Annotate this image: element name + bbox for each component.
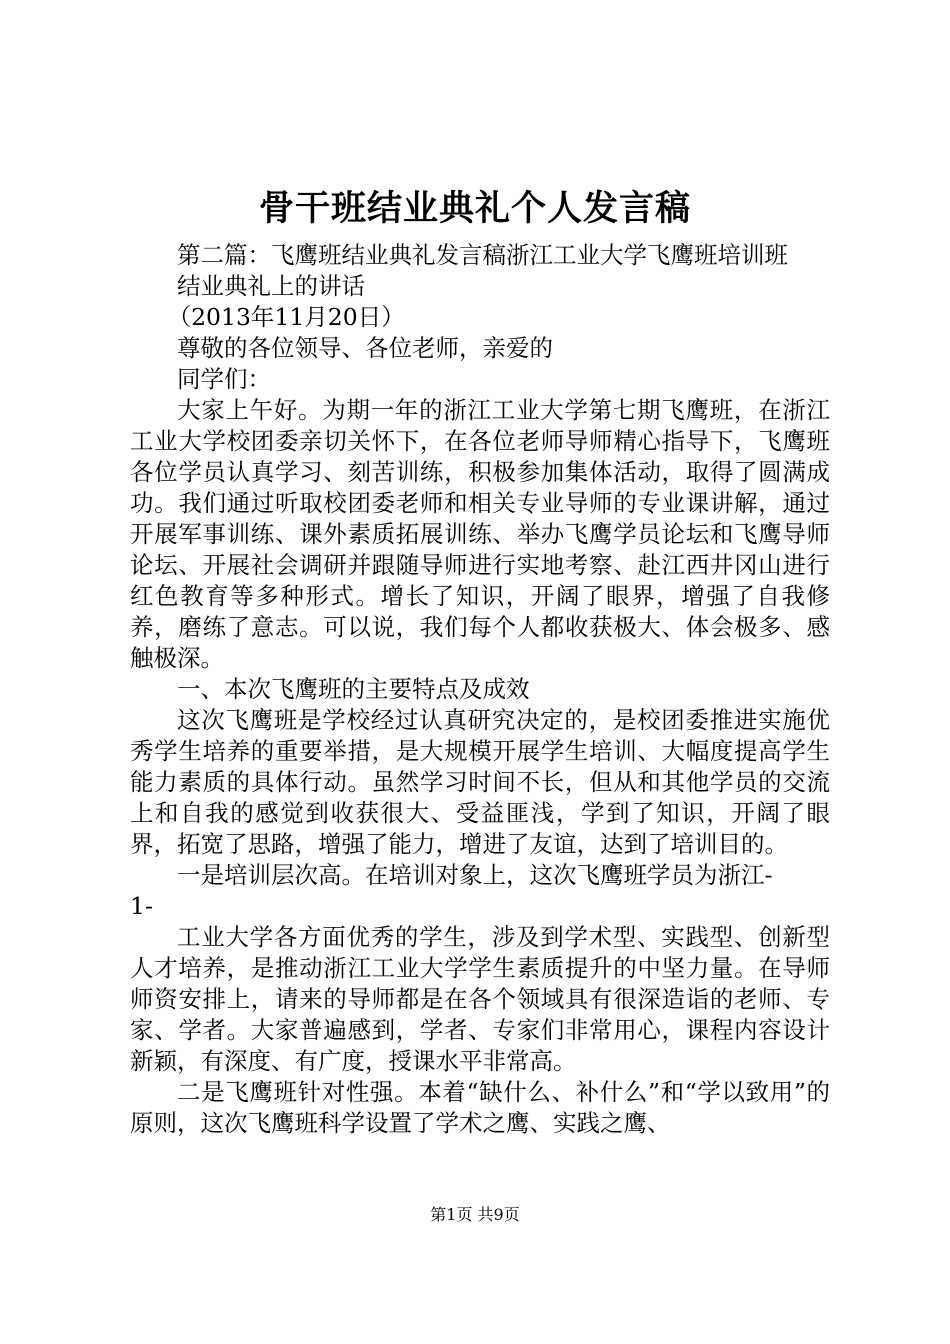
document-title: 骨干班结业典礼个人发言稿 bbox=[258, 188, 691, 229]
paragraph-salutation: 尊敬的各位领导、各位老师，亲爱的 bbox=[177, 334, 553, 362]
paragraph-point-1: 一是培训层次高。在培训对象上，这次飞鹰班学员为浙江- bbox=[177, 861, 773, 889]
page-break-marker: 1- bbox=[130, 892, 153, 920]
paragraph-section-heading: 第二篇：飞鹰班结业典礼发言稿浙江工业大学飞鹰班培训班 bbox=[177, 241, 788, 269]
paragraph-point-2: 二是飞鹰班针对性强。本着“缺什么、补什么”和“学以致用”的原则，这次飞鹰班科学设置了学术之鹰、实践之鹰、 bbox=[130, 1078, 830, 1137]
paragraph-opening: 大家上午好。为期一年的浙江工业大学第七期飞鹰班，在浙江工业大学校团委亲切关怀下，在各位老师导师精心指导下，飞鹰班各位学员认真学习、刻苦训练，积极参加集体活动，取得了圆满成功。我们通过听取校团委老师和相关专业导师的专业课讲解，通过开展军事训练、课外素质拓展训练、举办飞鹰学员论坛和飞鹰导师论坛、开展社会调研并跟随导师进行实地考察、赴江西井冈山进行红色教育等多种形式。增长了知识，开阔了眼界，增强了自我修养，磨练了意志。可以说，我们每个人都收获极大、体会极多、感触极深。 bbox=[130, 396, 830, 672]
paragraph-heading-1: 一、本次飞鹰班的主要特点及成效 bbox=[177, 675, 530, 703]
paragraph-date: （2013年11月20日） bbox=[167, 303, 405, 331]
paragraph-body-2: 工业大学各方面优秀的学生，涉及到学术型、实践型、创新型人才培养，是推动浙江工业大学学生素质提升的中坚力量。在导师师资安排上，请来的导师都是在各个领域具有很深造诣的老师、专家、学者。大家普遍感到，学者、专家们非常用心，课程内容设计新颖，有深度、有广度，授课水平非常高。 bbox=[130, 923, 830, 1075]
paragraph-speech-title: 结业典礼上的讲话 bbox=[177, 272, 365, 300]
paragraph-salutation-cont: 同学们： bbox=[177, 365, 271, 393]
page-footer: 第1页 共9页 bbox=[430, 1205, 520, 1224]
document-body bbox=[130, 240, 830, 1139]
paragraph-body-1: 这次飞鹰班是学校经过认真研究决定的，是校团委推进实施优秀学生培养的重要举措，是大规模开展学生培训、大幅度提高学生能力素质的具体行动。虽然学习时间不长，但从和其他学员的交流上和自我的感觉到收获很大、受益匪浅，学到了知识，开阔了眼界，拓宽了思路，增强了能力，增进了友谊，达到了培训目的。 bbox=[130, 706, 830, 858]
